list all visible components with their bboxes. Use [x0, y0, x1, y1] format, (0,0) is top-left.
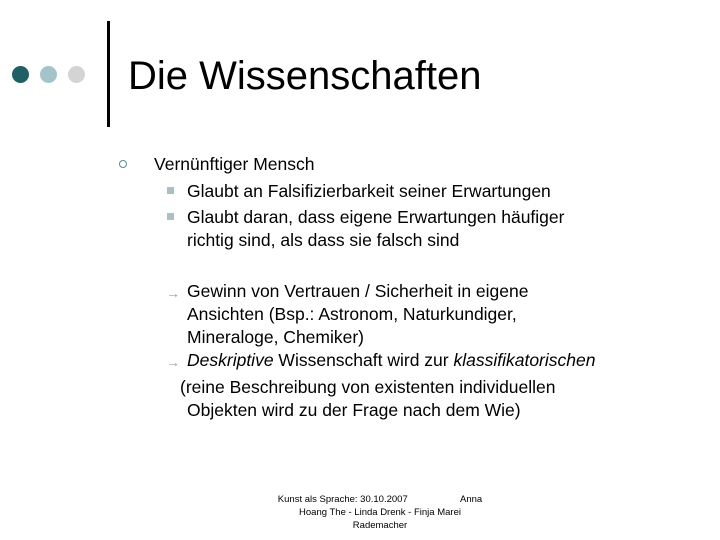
- title-divider: [107, 21, 110, 127]
- sub-bullet-2-line1: Glaubt daran, dass eigene Erwartungen häufiger: [187, 207, 565, 227]
- footer-line3: Rademacher: [352, 520, 408, 531]
- emphasis-classificatory: klassifikatorischen: [453, 350, 596, 370]
- sub-bullet-1: Glaubt an Falsifizierbarkeit seiner Erwartungen: [187, 181, 551, 201]
- dot-gray: [68, 66, 85, 83]
- arrow-item-2-line2: (reine Beschreibung von existenten individuellen: [180, 377, 556, 397]
- arrow-item-1-line1: Gewinn von Vertrauen / Sicherheit in eigene: [187, 281, 529, 301]
- ring-bullet-icon: [119, 160, 127, 168]
- arrow-item-2-line3: Objekten wird zu der Frage nach dem Wie): [187, 400, 521, 420]
- dot-dark: [12, 66, 29, 83]
- arrow-icon: →: [166, 285, 180, 301]
- square-bullet-icon: [167, 187, 174, 194]
- arrow-item-1-line3: Mineraloge, Chemiker): [187, 327, 365, 347]
- slide-title: Die Wissenschaften: [128, 54, 482, 98]
- arrow-item-2-line1: [187, 350, 595, 371]
- bullet-main: Vernünftiger Mensch: [154, 154, 315, 174]
- arrow-item-2-mid: Wissenschaft wird zur: [273, 350, 454, 370]
- footer-line1: Kunst als Sprache: 30.10.2007 Anna: [277, 494, 483, 505]
- arrow-icon: →: [166, 354, 180, 370]
- footer-line2: Hoang The - Linda Drenk - Finja Marei: [299, 507, 461, 518]
- emphasis-descriptive: Deskriptive: [187, 350, 274, 370]
- arrow-item-1-line2: Ansichten (Bsp.: Astronom, Naturkundiger,: [187, 304, 517, 324]
- square-bullet-icon: [167, 213, 174, 220]
- sub-bullet-2-line2: richtig sind, als dass sie falsch sind: [187, 230, 460, 250]
- dot-light: [40, 66, 57, 83]
